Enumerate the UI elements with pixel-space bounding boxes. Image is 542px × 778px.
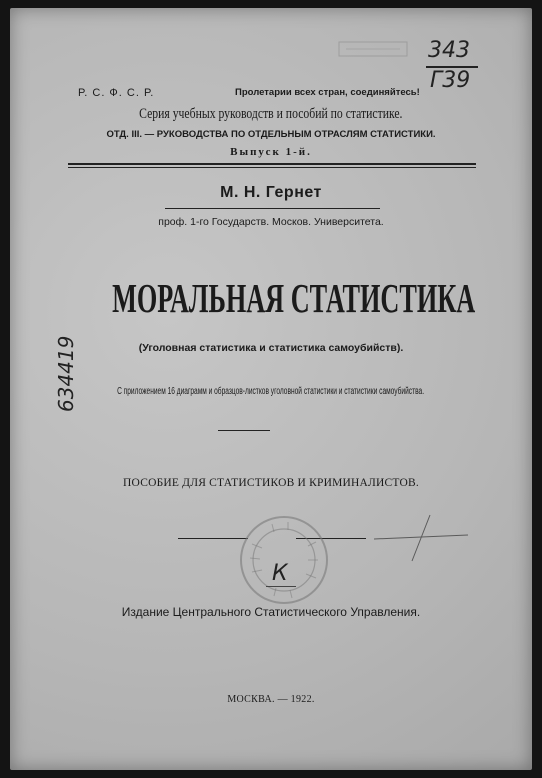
pencil-mark-graphic [372,513,472,563]
series-title [10,106,532,123]
main-title [10,274,532,322]
subtitle: (Уголовная статистика и статистика самоубийств). [138,342,404,354]
shelfmark-top: 343 [428,38,470,63]
header-rule-thick [68,163,476,165]
series-title-text: Серия учебных руководств и пособий по статистике. [139,106,403,122]
title-page [10,8,532,770]
appendix-note [10,386,532,397]
short-divider [218,430,270,431]
author-affiliation: проф. 1-го Государств. Москов. Университета. [158,216,384,228]
department-line: ОТД. III. — РУКОВОДСТВА ПО ОТДЕЛЬНЫМ ОТРАСЛЯМ СТАТИСТИКИ. [106,129,436,140]
header-rsfsr: Р. С. Ф. С. Р. [78,87,155,99]
author-name: М. Н. Гернет [220,184,322,201]
header-rule-thin [68,167,476,168]
main-title-text: МОРАЛЬНАЯ СТАТИСТИКА [112,275,476,321]
library-stamp [238,514,330,606]
issue-label: Выпуск 1-й. [230,146,312,158]
publisher-line: Издание Центрального Статистического Управления. [121,605,421,619]
purpose-line: ПОСОБИЕ ДЛЯ СТАТИСТИКОВ И КРИМИНАЛИСТОВ. [123,477,419,489]
author-underline [165,208,380,209]
library-stamp-graphic [238,514,330,606]
imprint: МОСКВА. — 1922. [227,694,315,705]
inventory-number: 634419 [54,335,78,412]
appendix-text: С приложением 16 диаграмм и образцов-листков уголовной статистики и статистики самоубийства. [117,386,425,397]
header-slogan: Пролетарии всех стран, соединяйтесь! [235,87,420,98]
faint-top-stamp-graphic [338,41,408,57]
initial-underline [266,586,296,587]
shelfmark-bottom: Г39 [430,68,471,93]
faint-top-stamp [338,41,408,57]
pencil-mark [372,513,472,563]
handwritten-initial: К [272,561,288,586]
